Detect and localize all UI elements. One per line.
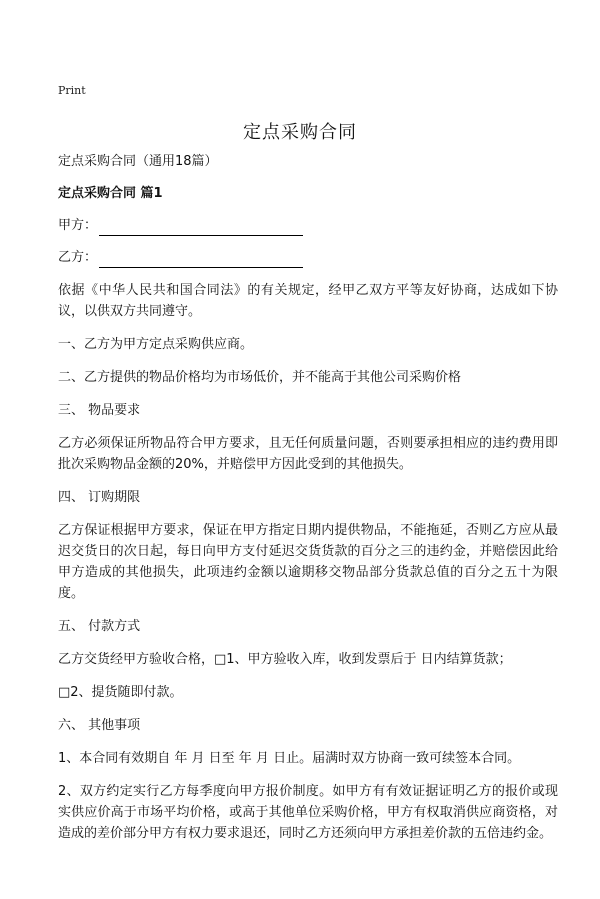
- party-a-blank: [99, 220, 303, 236]
- paragraph: 五、 付款方式: [58, 619, 141, 634]
- paragraph: 三、 物品要求: [58, 403, 141, 418]
- document-body: [58, 152, 558, 844]
- party-a-row: [58, 216, 558, 236]
- paragraph: 2、双方约定实行乙方每季度向甲方报价制度。如甲方有有效证据证明乙方的报价或现实供应价高于市场平均价格，或高于其他单位采购价格，甲方有权取消供应商资格，对造成的差价部分甲方有权力要求退还，同时乙方还须向甲方承担差价款的五倍违约金。: [58, 784, 558, 841]
- paragraph: 六、 其他事项: [58, 718, 141, 733]
- paragraph: 四、 订购期限: [58, 490, 141, 505]
- paragraph: 1、本合同有效期自 年 月 日至 年 月 日止。届满时双方协商一致可续签本合同。: [58, 751, 521, 766]
- party-a-label: 甲方：: [58, 218, 98, 233]
- paragraph: 乙方交货经甲方验收合格，□1、甲方验收入库，收到发票后于 日内结算货款；: [58, 652, 512, 667]
- party-b-label: 乙方：: [58, 250, 98, 265]
- paragraph: 一、乙方为甲方定点采购供应商。: [58, 337, 254, 352]
- paragraph: 二、乙方提供的物品价格均为市场低价，并不能高于其他公司采购价格: [58, 370, 462, 385]
- party-b-blank: [99, 252, 303, 268]
- party-b-row: [58, 248, 558, 268]
- paragraph: 依据《中华人民共和国合同法》的有关规定，经甲乙双方平等友好协商，达成如下协议，以供双方共同遵守。: [58, 283, 558, 319]
- paragraph: 乙方保证根据甲方要求，保证在甲方指定日期内提供物品，不能拖延，否则乙方应从最迟交货日的次日起，每日向甲方支付延迟交货货款的百分之三的违约金，并赔偿因此给甲方造成的其他损失，此项违约金额以逾期移交物品部分货款总值的百分之五十为限度。: [58, 523, 558, 601]
- document-title: 定点采购合同: [243, 122, 357, 143]
- paragraph: □2、提货随即付款。: [58, 685, 183, 700]
- document-subtitle: 定点采购合同（通用18篇）: [58, 154, 218, 169]
- print-label: Print: [58, 84, 86, 97]
- paragraph: 乙方必须保证所物品符合甲方要求，且无任何质量问题，否则要承担相应的违约费用即批次采购物品金额的20%，并赔偿甲方因此受到的其他损失。: [58, 436, 558, 472]
- section-title: 定点采购合同 篇1: [58, 186, 163, 201]
